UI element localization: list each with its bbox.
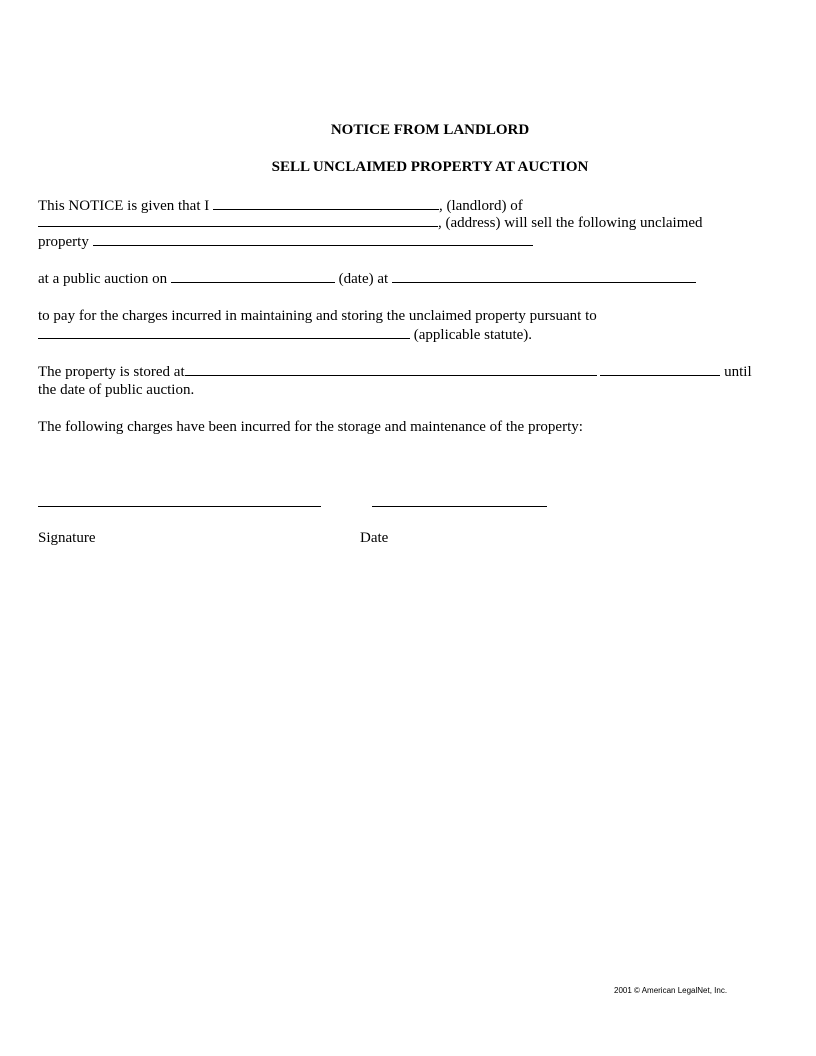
signature-field[interactable]: [38, 494, 321, 507]
storage-location-field[interactable]: [185, 363, 597, 376]
document-title: NOTICE FROM LANDLORD: [330, 122, 530, 138]
storage-location-field-2[interactable]: [600, 363, 720, 376]
para4-line1-end: until: [724, 364, 752, 380]
para3-line2-end: (applicable statute).: [413, 327, 533, 343]
date-label: Date: [360, 530, 389, 546]
para4-line2: the date of public auction.: [38, 382, 195, 398]
date-field[interactable]: [372, 494, 547, 507]
para4-line1: [38, 363, 752, 381]
para4-line1-start: The property is stored at: [38, 364, 185, 380]
para2-middle: (date) at: [338, 271, 389, 287]
landlord-name-field[interactable]: [213, 197, 439, 210]
para1-line3-start: property: [38, 234, 89, 250]
signature-label: Signature: [38, 530, 96, 546]
para2-line: [38, 270, 696, 288]
para1-line1-end: , (landlord) of: [438, 198, 523, 214]
para3-line1: to pay for the charges incurred in maintaining and storing the unclaimed property pursuant to: [38, 308, 597, 324]
para1-line3: [38, 233, 533, 251]
copyright-footer: 2001 © American LegalNet, Inc.: [614, 986, 728, 995]
para5-line: The following charges have been incurred for the storage and maintenance of the property:: [38, 419, 583, 435]
property-description-field[interactable]: [93, 233, 533, 246]
para1-line2-end: , (address) will sell the following unclaimed: [438, 215, 703, 231]
para3-line2: [38, 326, 532, 344]
para1-line1-start: This NOTICE is given that I: [38, 198, 210, 214]
auction-location-field[interactable]: [392, 270, 696, 283]
para2-start: at a public auction on: [38, 271, 168, 287]
statute-field[interactable]: [38, 326, 410, 339]
auction-date-field[interactable]: [171, 270, 335, 283]
para1-line2: [38, 214, 703, 232]
document-subtitle: SELL UNCLAIMED PROPERTY AT AUCTION: [271, 159, 589, 175]
para1-line1: [38, 197, 523, 215]
address-field[interactable]: [38, 214, 438, 227]
